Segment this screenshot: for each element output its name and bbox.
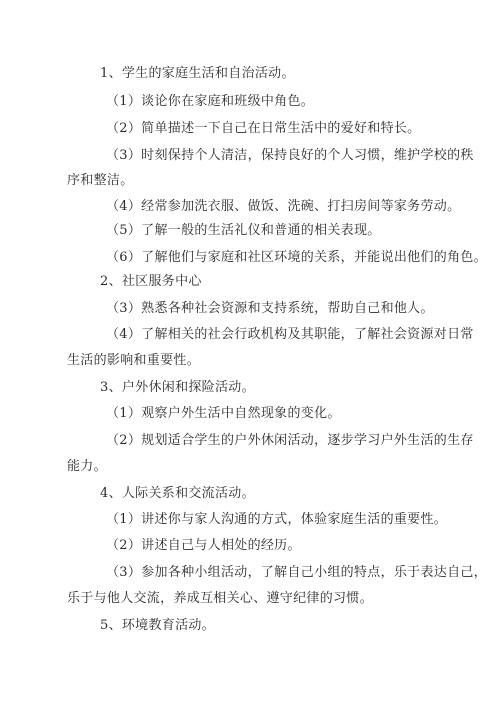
section-1-item-1: （1）谈论你在家庭和班级中角色。 (106, 94, 315, 109)
section-1-item-3: （3）时刻保持个人清洁，保持良好的个人习惯，维护学校的秩 (106, 148, 474, 163)
section-4-item-3: （3）参加各种小组活动，了解自己小组的特点，乐于表达自己， (106, 565, 487, 580)
section-1-heading: 1、学生的家庭生活和自治活动。 (100, 66, 295, 81)
section-4-heading: 4、人际关系和交流活动。 (100, 486, 255, 501)
section-4-item-1: （1）讲述你与家人沟通的方式，体验家庭生活的重要性。 (106, 512, 448, 527)
section-1-item-3-continued: 序和整洁。 (67, 173, 134, 188)
section-5-heading: 5、环境教育活动。 (100, 618, 215, 633)
section-3-item-2-continued: 能力。 (67, 459, 107, 474)
section-3-item-1: （1）观察户外生活中自然现象的变化。 (106, 406, 341, 421)
section-4-item-2: （2）讲述自己与人相处的经历。 (106, 538, 301, 553)
section-1-item-2: （2）简单描述一下自己在日常生活中的爱好和特长。 (106, 121, 421, 136)
section-1-item-5: （5）了解一般的生活礼仪和普通的相关表现。 (106, 223, 381, 238)
section-1-item-4: （4）经常参加洗衣服、做饭、洗碗、打扫房间等家务劳动。 (106, 199, 461, 214)
section-2-heading: 2、社区服务中心 (100, 274, 202, 289)
section-2-item-4: （4）了解相关的社会行政机构及其职能，了解社会资源对日常 (106, 327, 474, 342)
section-1-item-6: （6）了解他们与家庭和社区环境的关系，并能说出他们的角色。 (106, 250, 487, 265)
section-2-item-4-continued: 生活的影响和重要性。 (67, 353, 201, 368)
section-3-item-2: （2）规划适合学生的户外休闲活动，逐步学习户外生活的生存 (106, 433, 474, 448)
section-4-item-3-continued: 乐于与他人交流，养成互相关心、遵守纪律的习惯。 (67, 591, 373, 606)
section-2-item-3: （3）熟悉各种社会资源和支持系统，帮助自己和他人。 (106, 301, 434, 316)
section-3-heading: 3、户外休闲和探险活动。 (100, 380, 255, 395)
